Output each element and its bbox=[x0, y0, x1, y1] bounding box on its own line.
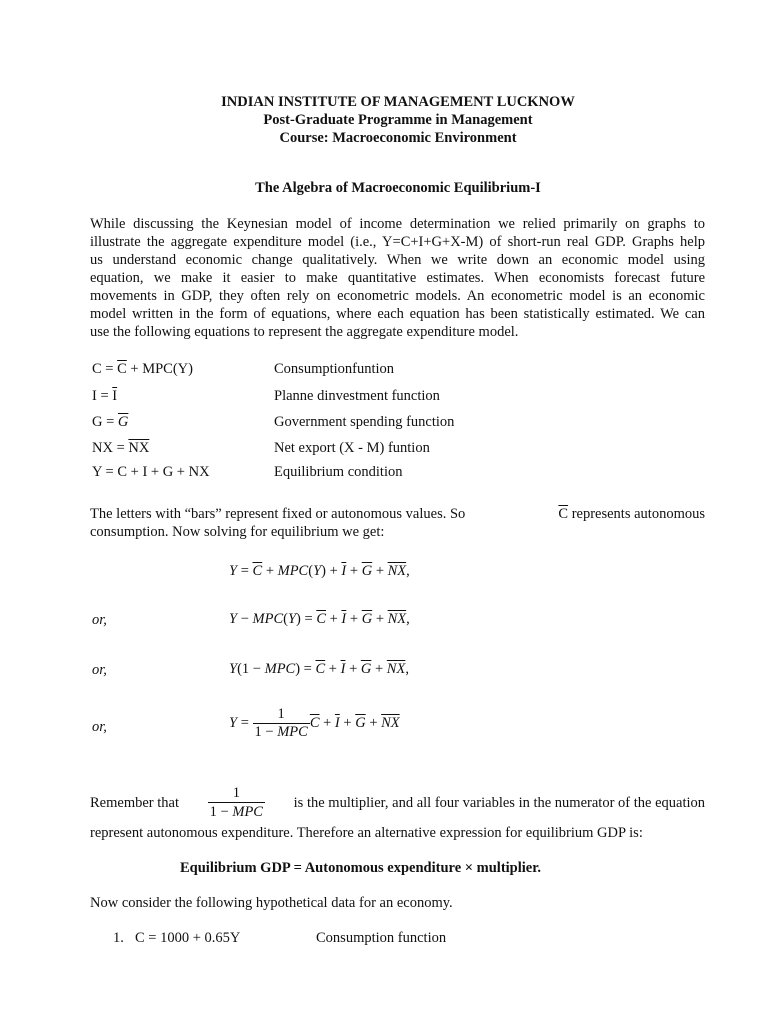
bars-line: The letters with “bars” represent fixed or autonomous values. So $\overline{C}$ represents autonomous bbox=[90, 506, 705, 522]
equation-description: Net export (X - M) funtion bbox=[274, 440, 430, 456]
equation-description: Consumptionfuntion bbox=[274, 361, 395, 377]
or-label: or, bbox=[92, 612, 107, 628]
derivation-step-4: Y = $\frac{1}{\text{1 − MPC}}$ $\overline{C} + \overline{I} + \overline{G} + \overline{NX}$ bbox=[229, 706, 400, 740]
equation-description: Equilibrium condition bbox=[274, 464, 403, 480]
derivation-step-2: $Y - MPC(Y) = \overline{C} + \overline{I} + \overline{G} + \overline{NX}$, bbox=[229, 611, 410, 627]
key-statement: Equilibrium GDP = Autonomous expenditure × multiplier. bbox=[180, 860, 541, 876]
equation-row-government bbox=[92, 414, 592, 432]
document-title: The Algebra of Macroeconomic Equilibrium-I bbox=[255, 180, 541, 196]
equation-row-net-export bbox=[92, 440, 592, 458]
list-equation: C = 1000 + 0.65Y bbox=[135, 930, 241, 946]
multiplier-fraction: $\frac{1}{\text{1 − MPC}}$ bbox=[209, 785, 263, 820]
remember-line: Remember that $\frac{1}{\text{1 − MPC}}$ is the multiplier, and all four variables in the numerator of the equation bbox=[90, 785, 705, 820]
equation-description: Planne dinvestment function bbox=[274, 388, 440, 404]
or-label: or, bbox=[92, 719, 107, 735]
programme-name: Post-Graduate Programme in Management bbox=[263, 112, 533, 128]
derivation-step-1: $Y = \overline{C} + MPC(Y) + \overline{I} + \overline{G} + \overline{NX}$, bbox=[229, 563, 410, 579]
equation-row-investment bbox=[92, 388, 592, 406]
equation-row-equilibrium bbox=[92, 464, 592, 482]
intro-line: movements in GDP, they often rely on econometric models. An econometric model is an economic bbox=[90, 288, 705, 304]
or-label: or, bbox=[92, 662, 107, 678]
course-name: Course: Macroeconomic Environment bbox=[279, 130, 517, 146]
remember-paragraph bbox=[90, 784, 705, 842]
consider-text: Now consider the following hypothetical data for an economy. bbox=[90, 895, 453, 911]
equation-lhs: $G = \overline{G}$ bbox=[92, 414, 129, 430]
intro-line: illustrate the aggregate expenditure model (i.e., Y=C+I+G+X-M) of short-run real GDP. Graphs help bbox=[90, 234, 705, 250]
bars-line: consumption. Now solving for equilibrium we get: bbox=[90, 524, 385, 540]
equation-lhs: NX = $\overline{NX}$ bbox=[92, 440, 150, 456]
intro-line: model written in the form of equations, where each equation has been statistically estimated. We can bbox=[90, 306, 705, 322]
intro-paragraph bbox=[90, 215, 705, 341]
institute-name: INDIAN INSTITUTE OF MANAGEMENT LUCKNOW bbox=[221, 94, 575, 110]
equation-row-consumption bbox=[92, 361, 592, 379]
equation-lhs: Y = C + I + G + NX bbox=[92, 464, 210, 480]
equation-description: Government spending function bbox=[274, 414, 455, 430]
intro-line: While discussing the Keynesian model of income determination we relied primarily on graphs to bbox=[90, 216, 705, 232]
equation-lhs: $I = \overline{I}$ bbox=[92, 388, 118, 404]
remember-line: represent autonomous expenditure. Therefore an alternative expression for equilibrium GDP is: bbox=[90, 825, 643, 841]
bars-paragraph bbox=[90, 505, 705, 541]
list-description: Consumption function bbox=[316, 930, 447, 946]
c-bar-symbol: $\overline{C}$ bbox=[558, 506, 569, 522]
derivation-step-3: $Y(1 - MPC) = \overline{C} + \overline{I} + \overline{G} + \overline{NX}$, bbox=[229, 661, 409, 677]
intro-line: equation, we make it easier to make quantitative estimates. When economists forecast future bbox=[90, 270, 705, 286]
equation-lhs: $C = \overline{C} + MPC(Y)$ bbox=[92, 361, 193, 377]
list-number: 1. bbox=[113, 930, 124, 946]
multiplier-fraction: $\frac{1}{\text{1 − MPC}}$ bbox=[254, 706, 308, 740]
intro-line: us understand economic change qualitatively. When we write down an economic model using bbox=[90, 252, 705, 268]
intro-line: use the following equations to represent the aggregate expenditure model. bbox=[90, 324, 519, 340]
